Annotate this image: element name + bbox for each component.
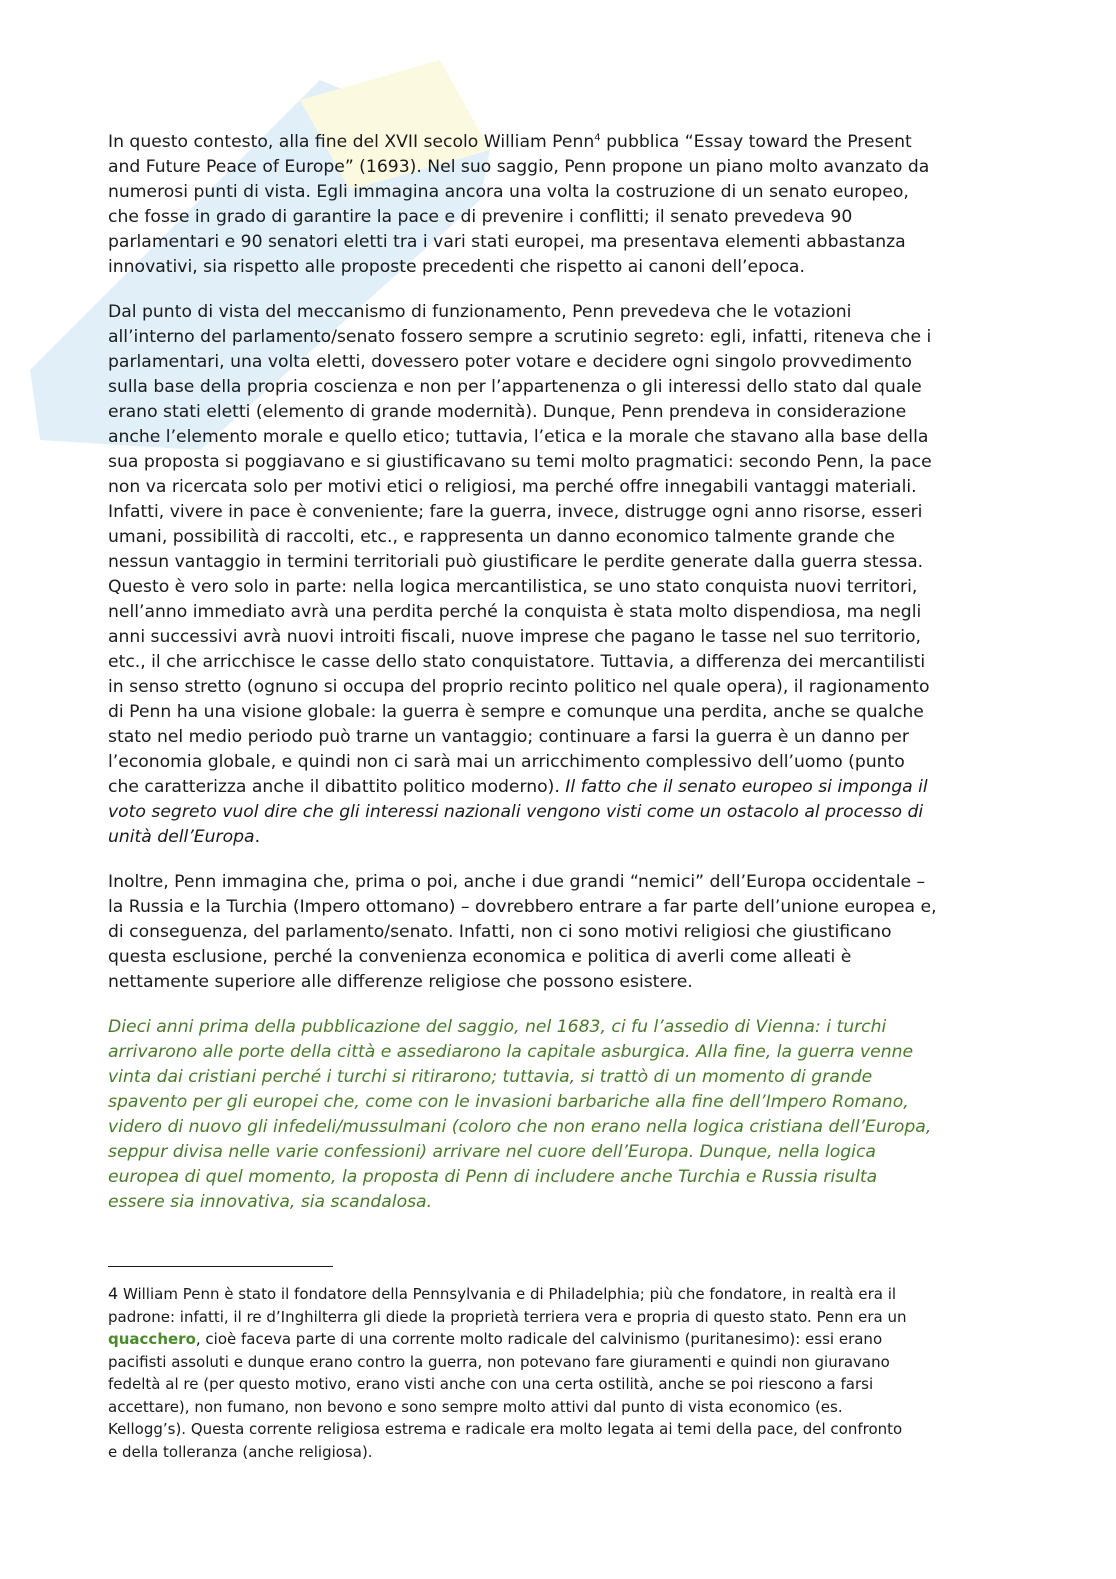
footnote-number: 4 bbox=[108, 1284, 119, 1303]
footnote-separator bbox=[108, 1266, 333, 1267]
paragraph-2-end: . bbox=[254, 827, 261, 847]
footnote-4 bbox=[108, 1283, 1018, 1463]
paragraph-2-text: Dal punto di vista del meccanismo di funzionamento, Penn prevedeva che le votazioni all’interno del parlamento/senato fossero sempre a scrutinio segreto: egli, infatti, riteneva che i parlamentari, una volta eletti, dovessero poter votare e decidere ogni singolo provvedimento sulla base della propria coscienza e non per l’appartenenza o gli interessi dello stato dal quale erano stati eletti (elemento di grande modernità). Dunque, Penn prendeva in considerazione anche l’elemento morale e quello etico; tuttavia, l’etica e la morale che stavano alla base della sua proposta si poggiavano e si giustificavano su temi molto pragmatici: secondo Penn, la pace non va ricercata solo per motivi etici o religiosi, ma perché offre innegabili vantaggi materiali. Infatti, vivere in pace è conveniente; fare la guerra, invece, distrugge ogni anno risorse, esseri umani, possibilità di raccolti, etc., e rappresenta un danno economico talmente grande che nessun vantaggio in termini territoriali può giustificare le perdite generate dalla guerra stessa. Questo è vero solo in parte: nella logica mercantilistica, se uno stato conquista nuovi territori, nell’anno immediato avrà una perdita perché la conquista è stata molto dispendiosa, ma negli anni successivi avrà nuovi introiti fiscali, nuove imprese che pagano le tasse nel suo territorio, etc., il che arricchisce le casse dello stato conquistatore. Tuttavia, a differenza dei mercantilisti in senso stretto (ognuno si occupa del proprio recinto politico nel quale opera), il ragionamento di Penn ha una visione globale: la guerra è sempre e comunque una perdita, anche se qualche stato nel medio periodo può trarne un vantaggio; continuare a farsi la guerra è un danno per l’economia globale, e quindi non ci sarà mai un arricchimento complessivo dell’uomo (punto che caratterizza anche il dibattito politico moderno). bbox=[108, 302, 932, 797]
paragraph-2 bbox=[108, 300, 1018, 850]
footnote-highlight-term: quacchero bbox=[108, 1330, 196, 1348]
paragraph-2-italic-text: Il fatto che il senato europeo si imponga il voto segreto vuol dire che gli interessi nazionali vengono visti come un ostacolo al processo di unità dell’Europa bbox=[108, 777, 928, 847]
footnote-ref-4[interactable]: 4 bbox=[594, 132, 601, 144]
document-body bbox=[108, 130, 1018, 1235]
paragraph-4-historical-note: Dieci anni prima della pubblicazione del saggio, nel 1683, ci fu l’assedio di Vienna: i turchi arrivarono alle porte della città e assediarono la capitale asburgica. Alla fine, la guerra venne vinta dai cristiani perché i turchi si ritirarono; tuttavia, si trattò di un momento di grande spavento per gli europei che, come con le invasioni barbariche alla fine dell’Impero Romano, videro di nuovo gli infedeli/mussulmani (coloro che non erano nella logica cristiana dell’Europa, seppur divisa nelle varie confessioni) arrivare nel cuore dell’Europa. Dunque, nella logica europea di quel momento, la proposta di Penn di includere anche Turchia e Russia risulta essere sia innovativa, sia scandalosa. bbox=[108, 1017, 932, 1212]
paragraph-3: Inoltre, Penn immagina che, prima o poi, anche i due grandi “nemici” dell’Europa occidentale – la Russia e la Turchia (Impero ottomano) – dovrebbero entrare a far parte dell’unione europea e, di conseguenza, del parlamento/senato. Infatti, non ci sono motivi religiosi che giustificano questa esclusione, perché la convenienza economica e politica di averli come alleati è nettamente superiore alle differenze religiose che possono esistere. bbox=[108, 872, 937, 992]
paragraph-1 bbox=[108, 130, 1018, 280]
footnote-text-b: , cioè faceva parte di una corrente molto radicale del calvinismo (puritanesimo): essi erano pacifisti assoluti e dunque erano contro la guerra, non potevano fare giuramenti e quindi non giuravano fedeltà al re (per questo motivo, erano visti anche con una certa ostilità, anche se poi riescono a farsi accettare), non fumano, non bevono e sono sempre molto attivi dal punto di vista economico (es. Kellogg’s). Questa corrente religiosa estrema e radicale era molto legata ai temi della pace, del confronto e della tolleranza (anche religiosa). bbox=[108, 1330, 903, 1461]
paragraph-1-text-b: pubblica “Essay toward the Present and Future Peace of Europe” (1693). Nel suo saggio, Penn propone un piano molto avanzato da numerosi punti di vista. Egli immagina ancora una volta la costruzione di un senato europeo, che fosse in grado di garantire la pace e di prevenire i conflitti; il senato prevedeva 90 parlamentari e 90 senatori eletti tra i vari stati europei, ma presentava elementi abbastanza innovativi, sia rispetto alle proposte precedenti che rispetto ai canoni dell’epoca. bbox=[108, 132, 930, 277]
paragraph-1-text-a: In questo contesto, alla fine del XVII secolo William Penn bbox=[108, 132, 595, 152]
footnote-text-a: William Penn è stato il fondatore della Pennsylvania e di Philadelphia; più che fondatore, in realtà era il padrone: infatti, il re d’Inghilterra gli diede la proprietà terriera vera e propria di questo stato. Penn era un bbox=[108, 1285, 907, 1326]
